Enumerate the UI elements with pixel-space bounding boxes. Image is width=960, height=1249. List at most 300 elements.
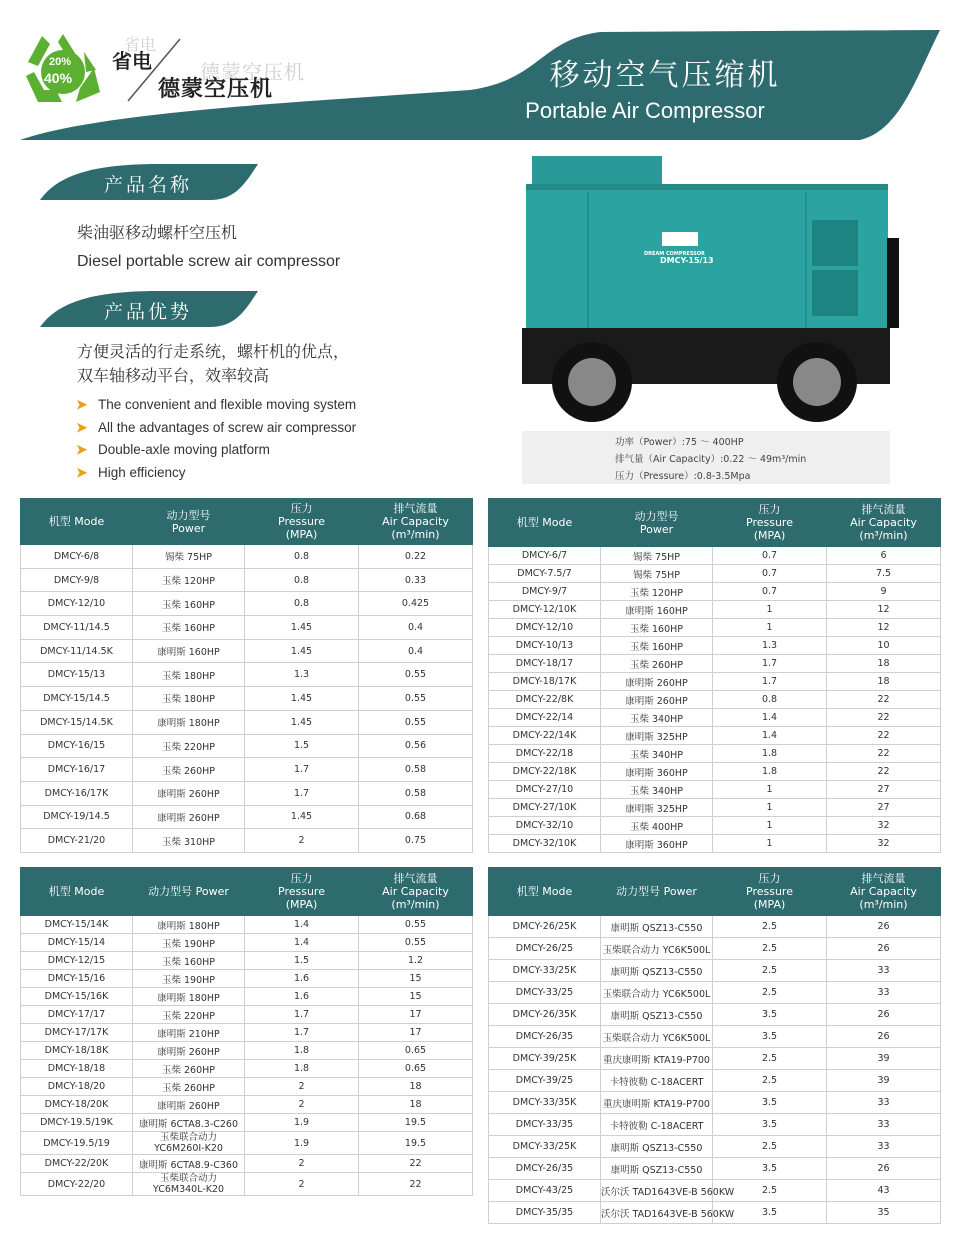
- table-cell: 33: [827, 1136, 941, 1158]
- table-cell: 康明斯 260HP: [601, 691, 713, 709]
- table-header-row: [21, 868, 473, 916]
- table-row: [489, 817, 941, 835]
- table-row: [21, 710, 473, 734]
- table-cell: 1.6: [245, 970, 359, 988]
- table-cell: 26: [827, 1004, 941, 1026]
- table-cell: 2: [245, 829, 359, 853]
- table-row: [489, 1004, 941, 1026]
- table-cell: 玉柴联合动力 YC6K500L: [601, 938, 713, 960]
- table-cell: 康明斯 QSZ13-C550: [601, 916, 713, 938]
- table-cell: 1.45: [245, 687, 359, 711]
- table-cell: 玉柴 260HP: [133, 1060, 245, 1078]
- table-cell: 2: [245, 1173, 359, 1196]
- table-cell: 3.5: [713, 1092, 827, 1114]
- table-cell: 锡柴 75HP: [601, 547, 713, 565]
- table-cell: 锡柴 75HP: [133, 545, 245, 569]
- feature-item: ➤ All the advantages of screw air compressor: [76, 420, 357, 435]
- table-cell: 1.4: [713, 727, 827, 745]
- table-cell: 0.55: [359, 710, 473, 734]
- table-cell: 2: [245, 1078, 359, 1096]
- table-row: [21, 545, 473, 569]
- table-cell: 1.7: [245, 1024, 359, 1042]
- table-cell: 22: [827, 691, 941, 709]
- table-cell: 康明斯 160HP: [601, 601, 713, 619]
- table-cell: DMCY-26/25: [489, 938, 601, 960]
- table-cell: DMCY-18/17: [489, 655, 601, 673]
- table-row: [489, 1180, 941, 1202]
- advantage-line-1: 方便灵活的行走系统，螺杆机的优点，: [77, 342, 350, 361]
- table-cell: 6: [827, 547, 941, 565]
- compressor-illustration: [522, 150, 890, 430]
- table-cell: 3.5: [713, 1202, 827, 1224]
- table-cell: 1: [713, 619, 827, 637]
- table-cell: DMCY-16/17: [21, 758, 133, 782]
- feature-item: ➤ High efficiency: [76, 465, 186, 480]
- table-header-row: [489, 499, 941, 547]
- table-cell: 33: [827, 1114, 941, 1136]
- table-row: [489, 1202, 941, 1224]
- table-cell: 12: [827, 601, 941, 619]
- product-name-en: Diesel portable screw air compressor: [77, 253, 341, 270]
- table-cell: DMCY-11/14.5K: [21, 639, 133, 663]
- column-header: 压力 Pressure (MPA): [713, 499, 827, 547]
- table-cell: 17: [359, 1006, 473, 1024]
- table-cell: 9: [827, 583, 941, 601]
- table-cell: DMCY-7.5/7: [489, 565, 601, 583]
- table-cell: 玉柴联合动力 YC6K500L: [601, 982, 713, 1004]
- table-cell: 康明斯 6CTA8.9-C360: [133, 1155, 245, 1173]
- table-row: [21, 616, 473, 640]
- table-cell: DMCY-39/25K: [489, 1048, 601, 1070]
- table-cell: DMCY-6/7: [489, 547, 601, 565]
- section-header-name: [40, 162, 260, 202]
- table-cell: 康明斯 260HP: [133, 1096, 245, 1114]
- page-title-en: Portable Air Compressor: [525, 98, 765, 123]
- table-row: [489, 938, 941, 960]
- table-cell: 27: [827, 799, 941, 817]
- table-cell: 玉柴 400HP: [601, 817, 713, 835]
- table-cell: 玉柴 340HP: [601, 709, 713, 727]
- badge-percent-top: 20%: [49, 56, 72, 68]
- spec-box: [522, 431, 890, 484]
- table-cell: 26: [827, 1158, 941, 1180]
- table-cell: 康明斯 360HP: [601, 835, 713, 853]
- table-cell: 1.3: [713, 637, 827, 655]
- table-cell: 康明斯 260HP: [133, 1042, 245, 1060]
- table-row: [21, 1078, 473, 1096]
- table-cell: 0.22: [359, 545, 473, 569]
- table-row: [489, 1026, 941, 1048]
- column-header: 压力 Pressure (MPA): [245, 499, 359, 545]
- table-cell: 0.7: [713, 547, 827, 565]
- table-row: [21, 934, 473, 952]
- table-row: [21, 952, 473, 970]
- table-cell: DMCY-22/18: [489, 745, 601, 763]
- table-cell: 玉柴 260HP: [601, 655, 713, 673]
- column-header: 排气流量 Air Capacity (m³/min): [359, 499, 473, 545]
- table-cell: 1.9: [245, 1114, 359, 1132]
- table-cell: DMCY-22/20K: [21, 1155, 133, 1173]
- table-row: [489, 916, 941, 938]
- table-cell: 39: [827, 1048, 941, 1070]
- table-cell: 玉柴 220HP: [133, 734, 245, 758]
- table-cell: 32: [827, 835, 941, 853]
- table-cell: 35: [827, 1202, 941, 1224]
- table-cell: 2.5: [713, 938, 827, 960]
- table-cell: 0.55: [359, 687, 473, 711]
- column-header: 机型 Mode: [21, 868, 133, 916]
- spec-table-2: [488, 498, 941, 853]
- table-cell: 26: [827, 938, 941, 960]
- table-cell: 0.4: [359, 639, 473, 663]
- table-cell: 1.8: [713, 745, 827, 763]
- table-row: [489, 1114, 941, 1136]
- table-cell: 1.5: [245, 734, 359, 758]
- table-cell: DMCY-18/18: [21, 1060, 133, 1078]
- table-cell: 0.65: [359, 1042, 473, 1060]
- table-cell: 康明斯 QSZ13-C550: [601, 1136, 713, 1158]
- table-cell: 玉柴 160HP: [133, 592, 245, 616]
- table-cell: 32: [827, 817, 941, 835]
- table-cell: 26: [827, 1026, 941, 1048]
- table-cell: DMCY-17/17: [21, 1006, 133, 1024]
- table-cell: 0.7: [713, 583, 827, 601]
- table-row: [21, 1173, 473, 1196]
- table-cell: DMCY-26/35: [489, 1158, 601, 1180]
- column-header: 排气流量 Air Capacity (m³/min): [827, 868, 941, 916]
- arrow-icon: ➤: [76, 442, 88, 457]
- table-cell: 39: [827, 1070, 941, 1092]
- table-cell: 1.8: [245, 1042, 359, 1060]
- table-cell: DMCY-22/14K: [489, 727, 601, 745]
- table-row: [21, 1155, 473, 1173]
- table-row: [21, 829, 473, 853]
- table-cell: DMCY-26/35K: [489, 1004, 601, 1026]
- table-cell: DMCY-19/14.5: [21, 805, 133, 829]
- table-row: [489, 637, 941, 655]
- table-cell: 2: [245, 1155, 359, 1173]
- table-cell: 1.45: [245, 616, 359, 640]
- table-cell: 0.33: [359, 568, 473, 592]
- table-cell: 27: [827, 781, 941, 799]
- table-cell: 1: [713, 817, 827, 835]
- table-cell: 0.58: [359, 758, 473, 782]
- table-row: [489, 709, 941, 727]
- table-cell: 0.8: [245, 568, 359, 592]
- table-cell: 0.58: [359, 781, 473, 805]
- table-row: [489, 982, 941, 1004]
- table-cell: 玉柴 190HP: [133, 934, 245, 952]
- table-cell: 1.4: [245, 934, 359, 952]
- table-cell: 1.7: [245, 781, 359, 805]
- table-cell: 0.8: [245, 545, 359, 569]
- table-row: [21, 1114, 473, 1132]
- table-cell: 0.68: [359, 805, 473, 829]
- table-cell: DMCY-6/8: [21, 545, 133, 569]
- table-row: [489, 727, 941, 745]
- table-cell: 康明斯 180HP: [133, 988, 245, 1006]
- table-cell: DMCY-26/35: [489, 1026, 601, 1048]
- table-cell: 1.9: [245, 1132, 359, 1155]
- table-row: [21, 568, 473, 592]
- spec-table-4: [488, 867, 941, 1224]
- table-cell: 22: [827, 763, 941, 781]
- table-cell: 3.5: [713, 1026, 827, 1048]
- feature-item: ➤ Double-axle moving platform: [76, 442, 270, 457]
- table-row: [489, 1048, 941, 1070]
- table-cell: 玉柴 160HP: [601, 637, 713, 655]
- table-cell: 玉柴 310HP: [133, 829, 245, 853]
- table-cell: DMCY-18/17K: [489, 673, 601, 691]
- table-cell: 0.8: [245, 592, 359, 616]
- table-cell: 22: [827, 727, 941, 745]
- table-cell: DMCY-16/15: [21, 734, 133, 758]
- table-cell: 1.4: [713, 709, 827, 727]
- table-cell: 玉柴 260HP: [133, 758, 245, 782]
- table-cell: 玉柴 180HP: [133, 687, 245, 711]
- table-cell: 2.5: [713, 916, 827, 938]
- table-cell: 1.7: [713, 673, 827, 691]
- table-cell: 卡特彼勒 C-18ACERT: [601, 1114, 713, 1136]
- table-cell: 康明斯 QSZ13-C550: [601, 1158, 713, 1180]
- table-cell: DMCY-27/10: [489, 781, 601, 799]
- brand-ghost-small: 省电: [124, 35, 157, 54]
- table-row: [21, 639, 473, 663]
- table-cell: DMCY-33/25K: [489, 1136, 601, 1158]
- table-cell: 1.8: [713, 763, 827, 781]
- product-name-cn: 柴油驱移动螺杆空压机: [77, 223, 238, 242]
- table-cell: 18: [359, 1078, 473, 1096]
- product-brand-label: DREAM COMPRESSOR: [644, 251, 705, 257]
- table-cell: DMCY-18/20: [21, 1078, 133, 1096]
- table-cell: 1: [713, 601, 827, 619]
- table-row: [489, 763, 941, 781]
- spec-pressure: 压力（Pressure）:0.8-3.5Mpa: [615, 471, 751, 482]
- table-cell: 2.5: [713, 1070, 827, 1092]
- arrow-icon: ➤: [76, 465, 88, 480]
- table-cell: 康明斯 160HP: [133, 639, 245, 663]
- spec-capacity: 排气量（Air Capacity）:0.22 ～ 49m³/min: [615, 454, 807, 465]
- table-cell: 10: [827, 637, 941, 655]
- table-cell: 0.75: [359, 829, 473, 853]
- table-cell: 22: [827, 709, 941, 727]
- table-row: [489, 799, 941, 817]
- table-cell: 0.55: [359, 916, 473, 934]
- table-cell: 3.5: [713, 1158, 827, 1180]
- table-cell: DMCY-33/35: [489, 1114, 601, 1136]
- table-row: [489, 583, 941, 601]
- table-row: [21, 758, 473, 782]
- column-header: 压力 Pressure (MPA): [245, 868, 359, 916]
- table-cell: 12: [827, 619, 941, 637]
- table-row: [489, 781, 941, 799]
- section-title-name: 产品名称: [104, 174, 193, 196]
- brand-line-2: 德蒙空压机: [158, 77, 274, 102]
- table-cell: 33: [827, 1092, 941, 1114]
- table-row: [21, 805, 473, 829]
- table-cell: 康明斯 325HP: [601, 727, 713, 745]
- table-cell: 17: [359, 1024, 473, 1042]
- table-cell: 1: [713, 799, 827, 817]
- brand-line-1: 省电: [112, 49, 152, 73]
- table-cell: DMCY-19.5/19K: [21, 1114, 133, 1132]
- table-cell: 1.6: [245, 988, 359, 1006]
- table-row: [489, 601, 941, 619]
- table-row: [21, 1060, 473, 1078]
- table-cell: 22: [359, 1155, 473, 1173]
- table-cell: 0.56: [359, 734, 473, 758]
- table-cell: DMCY-10/13: [489, 637, 601, 655]
- table-cell: DMCY-18/20K: [21, 1096, 133, 1114]
- table-cell: DMCY-21/20: [21, 829, 133, 853]
- feature-item: ➤ The convenient and flexible moving system: [76, 397, 357, 412]
- table-row: [489, 691, 941, 709]
- table-cell: 0.55: [359, 934, 473, 952]
- table-cell: DMCY-12/10K: [489, 601, 601, 619]
- column-header: 动力型号 Power: [133, 499, 245, 545]
- table-cell: DMCY-11/14.5: [21, 616, 133, 640]
- table-cell: 重庆康明斯 KTA19-P700: [601, 1092, 713, 1114]
- table-cell: DMCY-15/14.5K: [21, 710, 133, 734]
- table-cell: DMCY-15/16K: [21, 988, 133, 1006]
- column-header: 动力型号 Power: [133, 868, 245, 916]
- table-row: [489, 673, 941, 691]
- table-cell: DMCY-15/13: [21, 663, 133, 687]
- table-row: [489, 1158, 941, 1180]
- table-row: [489, 1092, 941, 1114]
- table-row: [21, 1006, 473, 1024]
- table-row: [489, 1136, 941, 1158]
- table-row: [21, 970, 473, 988]
- table-cell: DMCY-33/35K: [489, 1092, 601, 1114]
- table-cell: 0.55: [359, 663, 473, 687]
- table-cell: DMCY-15/14: [21, 934, 133, 952]
- table-cell: 玉柴 260HP: [133, 1078, 245, 1096]
- table-cell: DMCY-15/14K: [21, 916, 133, 934]
- table-cell: DMCY-15/16: [21, 970, 133, 988]
- table-row: [489, 1070, 941, 1092]
- table-cell: 康明斯 210HP: [133, 1024, 245, 1042]
- table-cell: DMCY-32/10: [489, 817, 601, 835]
- table-cell: 沃尔沃 TAD1643VE-B 560KW: [601, 1180, 713, 1202]
- table-row: [21, 734, 473, 758]
- table-row: [489, 960, 941, 982]
- table-cell: 2.5: [713, 982, 827, 1004]
- spec-table-1: [20, 498, 473, 853]
- table-row: [21, 916, 473, 934]
- table-cell: 18: [827, 673, 941, 691]
- table-cell: 玉柴 190HP: [133, 970, 245, 988]
- table-row: [489, 835, 941, 853]
- table-cell: 2.5: [713, 1136, 827, 1158]
- table-cell: 19.5: [359, 1132, 473, 1155]
- header-banner: [0, 0, 960, 150]
- table-cell: 1.5: [245, 952, 359, 970]
- table-row: [489, 619, 941, 637]
- table-cell: 22: [359, 1173, 473, 1196]
- column-header: 机型 Mode: [489, 499, 601, 547]
- table-cell: DMCY-16/17K: [21, 781, 133, 805]
- section-title-advantages: 产品优势: [104, 301, 193, 323]
- table-cell: 1.7: [245, 1006, 359, 1024]
- brand-ghost-text: 德蒙空压机: [200, 60, 305, 84]
- table-cell: 0.65: [359, 1060, 473, 1078]
- product-model-label: DMCY-15/13: [660, 256, 714, 265]
- table-cell: 康明斯 QSZ13-C550: [601, 1004, 713, 1026]
- table-cell: 33: [827, 960, 941, 982]
- table-cell: DMCY-9/7: [489, 583, 601, 601]
- badge-percent-bottom: 40%: [44, 70, 73, 86]
- table-cell: DMCY-22/8K: [489, 691, 601, 709]
- table-cell: 1.45: [245, 805, 359, 829]
- table-cell: 玉柴 340HP: [601, 745, 713, 763]
- table-cell: 玉柴联合动力 YC6M340L-K20: [133, 1173, 245, 1196]
- table-cell: DMCY-22/14: [489, 709, 601, 727]
- table-cell: 卡特彼勒 C-18ACERT: [601, 1070, 713, 1092]
- table-cell: DMCY-12/10: [21, 592, 133, 616]
- table-cell: 1.4: [245, 916, 359, 934]
- table-cell: 0.425: [359, 592, 473, 616]
- table-cell: DMCY-33/25: [489, 982, 601, 1004]
- table-cell: DMCY-39/25: [489, 1070, 601, 1092]
- table-row: [21, 781, 473, 805]
- table-cell: 1: [713, 781, 827, 799]
- column-header: 排气流量 Air Capacity (m³/min): [359, 868, 473, 916]
- table-cell: DMCY-12/10: [489, 619, 601, 637]
- table-row: [21, 592, 473, 616]
- table-cell: DMCY-35/35: [489, 1202, 601, 1224]
- table-cell: 1.45: [245, 639, 359, 663]
- table-row: [21, 663, 473, 687]
- table-cell: 1: [713, 835, 827, 853]
- product-image: [522, 150, 890, 430]
- table-cell: DMCY-33/25K: [489, 960, 601, 982]
- table-cell: DMCY-17/17K: [21, 1024, 133, 1042]
- table-cell: 康明斯 260HP: [133, 805, 245, 829]
- table-row: [489, 655, 941, 673]
- table-cell: 2.5: [713, 960, 827, 982]
- table-cell: DMCY-18/18K: [21, 1042, 133, 1060]
- table-cell: DMCY-22/20: [21, 1173, 133, 1196]
- table-cell: 2: [245, 1096, 359, 1114]
- table-row: [21, 1132, 473, 1155]
- column-header: 动力型号 Power: [601, 499, 713, 547]
- table-header-row: [21, 499, 473, 545]
- column-header: 机型 Mode: [21, 499, 133, 545]
- table-cell: 0.7: [713, 565, 827, 583]
- table-cell: 15: [359, 970, 473, 988]
- table-row: [21, 988, 473, 1006]
- table-cell: DMCY-15/14.5: [21, 687, 133, 711]
- column-header: 压力 Pressure (MPA): [713, 868, 827, 916]
- table-cell: 1.3: [245, 663, 359, 687]
- table-row: [21, 1096, 473, 1114]
- table-cell: 2.5: [713, 1180, 827, 1202]
- table-cell: 33: [827, 982, 941, 1004]
- table-cell: 玉柴 340HP: [601, 781, 713, 799]
- table-cell: 22: [827, 745, 941, 763]
- page-title-cn: 移动空气压缩机: [549, 58, 781, 93]
- table-cell: 15: [359, 988, 473, 1006]
- table-row: [489, 745, 941, 763]
- spec-table-3: [20, 867, 473, 1196]
- table-cell: 18: [827, 655, 941, 673]
- table-cell: 19.5: [359, 1114, 473, 1132]
- table-cell: 康明斯 6CTA8.3-C260: [133, 1114, 245, 1132]
- table-cell: DMCY-9/8: [21, 568, 133, 592]
- table-cell: 1.8: [245, 1060, 359, 1078]
- table-cell: DMCY-26/25K: [489, 916, 601, 938]
